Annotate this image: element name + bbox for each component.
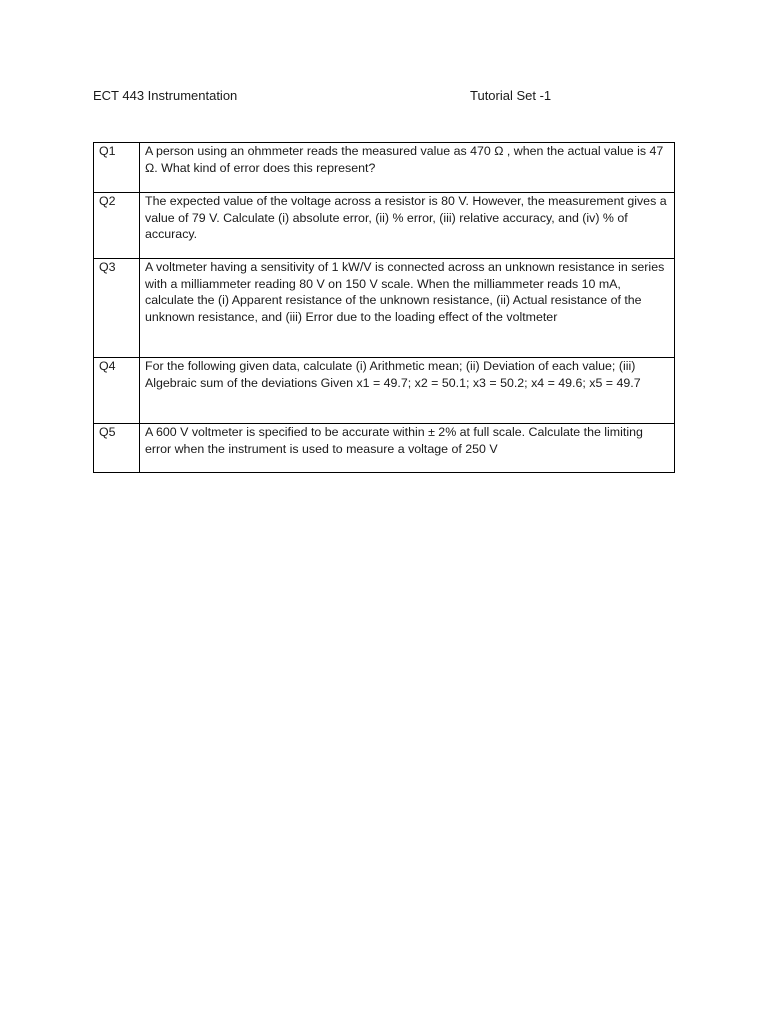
- question-text: A 600 V voltmeter is specified to be accurate within ± 2% at full scale. Calculate the limiting error when the instrument is used to measure a voltage of 250 V: [140, 424, 675, 473]
- question-row-q4: [94, 358, 675, 424]
- course-title: ECT 443 Instrumentation: [93, 88, 238, 103]
- question-number: Q2: [94, 193, 140, 259]
- question-number: Q5: [94, 424, 140, 473]
- question-number: Q3: [94, 259, 140, 358]
- question-number: Q4: [94, 358, 140, 424]
- question-row-q2: [94, 193, 675, 259]
- question-number: Q1: [94, 143, 140, 193]
- questions-table: [93, 142, 675, 473]
- question-text: The expected value of the voltage across a resistor is 80 V. However, the measurement gives a value of 79 V. Calculate (i) absolute error, (ii) % error, (iii) relative accuracy, and (iv) % of accuracy.: [140, 193, 675, 259]
- question-text: For the following given data, calculate (i) Arithmetic mean; (ii) Deviation of each value; (iii) Algebraic sum of the deviations Given x1 = 49.7; x2 = 50.1; x3 = 50.2; x4 = 49.6; x5 = 49.7: [140, 358, 675, 424]
- question-row-q3: [94, 259, 675, 358]
- question-text: A person using an ohmmeter reads the measured value as 470 Ω , when the actual value is 47 Ω. What kind of error does this represent?: [140, 143, 675, 193]
- tutorial-set-label: Tutorial Set -1: [470, 88, 552, 103]
- question-row-q5: [94, 424, 675, 473]
- question-text: A voltmeter having a sensitivity of 1 kW/V is connected across an unknown resistance in series with a milliammeter reading 80 V on 150 V scale. When the milliammeter reads 10 mA, calculate the (i) Apparent resistance of the unknown resistance, (ii) Actual resistance of the unknown resistance, and (iii) Error due to the loading effect of the voltmeter: [140, 259, 675, 358]
- question-row-q1: [94, 143, 675, 193]
